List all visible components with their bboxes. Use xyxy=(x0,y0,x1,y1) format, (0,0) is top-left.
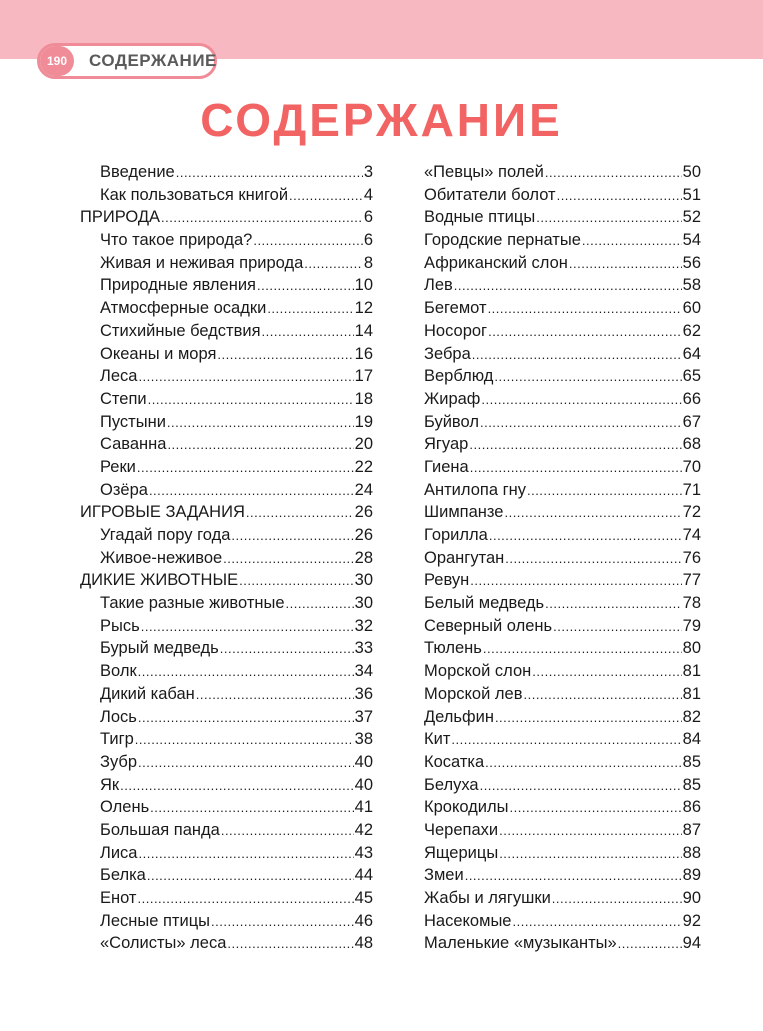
toc-entry-label: Бегемот xyxy=(424,299,487,318)
toc-entry-label: ИГРОВЫЕ ЗАДАНИЯ xyxy=(80,503,245,522)
dot-leader xyxy=(196,684,354,707)
toc-entry-page: 18 xyxy=(354,389,373,408)
toc-entry-page: 36 xyxy=(354,684,373,703)
toc-entry[interactable] xyxy=(424,501,701,524)
dot-leader xyxy=(470,457,682,480)
toc-entry-label: Тюлень xyxy=(424,639,482,658)
toc-entry-page: 50 xyxy=(682,163,701,181)
toc-entry[interactable] xyxy=(424,774,701,797)
toc-entry-label: Як xyxy=(100,775,120,794)
toc-entry-page: 20 xyxy=(354,435,373,454)
toc-entry-page: 68 xyxy=(682,435,701,454)
toc-entry-label: Маленькие «музыканты» xyxy=(424,934,617,953)
toc-entry-page: 3 xyxy=(363,163,373,181)
toc-entry-label: Лесные птицы xyxy=(100,911,211,930)
toc-entry-page: 54 xyxy=(682,231,701,250)
toc-entry-page: 82 xyxy=(682,707,701,726)
toc-entry-label: Носорог xyxy=(424,321,488,340)
dot-leader xyxy=(505,548,681,571)
toc-entry-page: 30 xyxy=(354,594,373,613)
dot-leader xyxy=(150,797,353,820)
dot-leader xyxy=(488,321,682,344)
toc-entry-label: Ягуар xyxy=(424,435,469,454)
toc-entry-label: Насекомые xyxy=(424,911,512,930)
dot-leader xyxy=(454,275,682,298)
toc-entry-label: Как пользоваться книгой xyxy=(100,185,289,204)
toc-entry-label: Белуха xyxy=(424,775,479,794)
dot-leader xyxy=(289,185,363,208)
toc-entry-label: Лось xyxy=(100,707,137,726)
toc-entry-label: Зебра xyxy=(424,344,471,363)
dot-leader xyxy=(495,707,682,730)
toc-entry-label: Буйвол xyxy=(424,412,479,431)
toc-entry-label: Змеи xyxy=(424,866,464,885)
toc-entry-label: Угадай пору года xyxy=(100,526,231,544)
toc-entry-page: 51 xyxy=(682,185,701,204)
toc-entry-page: 8 xyxy=(363,253,373,272)
dot-leader xyxy=(553,616,682,639)
toc-entry-page: 87 xyxy=(682,820,701,839)
toc-entry-page: 40 xyxy=(354,775,373,794)
toc-entry-label: Стихийные бедствия xyxy=(100,321,261,340)
dot-leader xyxy=(485,752,681,775)
toc-entry[interactable] xyxy=(424,615,701,638)
dot-leader xyxy=(545,593,681,616)
toc-entry-label: Верблюд xyxy=(424,367,494,386)
toc-entry[interactable] xyxy=(424,728,701,751)
toc-entry[interactable] xyxy=(80,774,373,797)
toc-entry[interactable] xyxy=(424,751,701,774)
toc-entry-label: Орангутан xyxy=(424,548,505,567)
toc-entry[interactable] xyxy=(424,229,701,252)
toc-entry[interactable] xyxy=(80,184,373,207)
dot-leader xyxy=(161,207,363,230)
dot-leader xyxy=(480,412,682,435)
toc-entry-page: 74 xyxy=(682,526,701,544)
toc-entry[interactable] xyxy=(424,660,701,683)
dot-leader xyxy=(483,638,682,661)
toc-column-right xyxy=(424,161,701,955)
dot-leader xyxy=(286,593,354,616)
dot-leader xyxy=(253,230,362,253)
toc-entry[interactable] xyxy=(424,343,701,366)
dot-leader xyxy=(220,638,354,661)
toc-entry-label: «Солисты» леса xyxy=(100,934,227,953)
toc-entry[interactable] xyxy=(424,842,701,865)
toc-entry-page: 86 xyxy=(682,798,701,817)
toc-entry-page: 24 xyxy=(354,480,373,499)
toc-entry[interactable] xyxy=(424,706,701,729)
toc-entry-label: Енот xyxy=(100,889,137,907)
toc-entry-page: 90 xyxy=(682,889,701,907)
toc-entry-label: Зубр xyxy=(100,752,138,771)
toc-entry-label: Африканский слон xyxy=(424,253,568,272)
dot-leader xyxy=(138,661,354,684)
toc-entry-page: 40 xyxy=(354,752,373,771)
toc-entry[interactable] xyxy=(80,343,373,366)
toc-entry[interactable] xyxy=(80,592,373,615)
toc-entry[interactable] xyxy=(424,569,701,592)
toc-entry-label: Водные птицы xyxy=(424,208,536,227)
toc-entry[interactable] xyxy=(80,411,373,434)
toc-entry-page: 32 xyxy=(354,616,373,635)
toc-entry-label: Живая и неживая природа xyxy=(100,253,304,272)
toc-entry-page: 64 xyxy=(682,344,701,363)
toc-entry[interactable] xyxy=(80,388,373,411)
dot-leader xyxy=(618,933,682,956)
toc-entry[interactable] xyxy=(80,887,373,910)
dot-leader xyxy=(512,911,681,934)
toc-entry-page: 44 xyxy=(354,866,373,885)
toc-entry[interactable] xyxy=(80,456,373,479)
toc-entry[interactable] xyxy=(80,637,373,660)
toc-entry-label: Природные явления xyxy=(100,276,256,295)
dot-leader xyxy=(504,502,681,525)
dot-leader xyxy=(494,366,681,389)
toc-entry-page: 72 xyxy=(682,503,701,522)
toc-entry-label: Бурый медведь xyxy=(100,639,219,658)
toc-entry-page: 26 xyxy=(354,503,373,522)
dot-leader xyxy=(510,797,682,820)
toc-entry[interactable] xyxy=(80,161,373,184)
toc-entry-label: Дельфин xyxy=(424,707,494,726)
toc-entry-page: 30 xyxy=(354,571,373,590)
toc-entry-page: 81 xyxy=(682,684,701,703)
toc-entry-page: 33 xyxy=(354,639,373,658)
toc-entry-page: 81 xyxy=(682,662,701,681)
toc-entry[interactable] xyxy=(80,569,373,592)
toc-entry[interactable] xyxy=(80,524,373,547)
toc-entry-label: Морской слон xyxy=(424,662,532,681)
toc-entry[interactable] xyxy=(424,411,701,434)
toc-entry-label: Океаны и моря xyxy=(100,344,217,363)
toc-entry-label: Косатка xyxy=(424,752,485,771)
toc-entry-label: Шимпанзе xyxy=(424,503,504,522)
toc-entry-label: Саванна xyxy=(100,435,167,454)
dot-leader xyxy=(149,480,354,503)
dot-leader xyxy=(527,480,682,503)
dot-leader xyxy=(536,207,681,230)
toc-entry-page: 52 xyxy=(682,208,701,227)
toc-entry-label: Жираф xyxy=(424,389,481,408)
dot-leader xyxy=(231,525,353,548)
toc-entry-label: Рысь xyxy=(100,616,140,635)
toc-entry[interactable] xyxy=(80,819,373,842)
toc-entry-label: Крокодилы xyxy=(424,798,509,817)
toc-entry-page: 85 xyxy=(682,752,701,771)
toc-entry-page: 92 xyxy=(682,911,701,930)
dot-leader xyxy=(582,230,682,253)
toc-entry[interactable] xyxy=(424,320,701,343)
dot-leader xyxy=(138,366,353,389)
toc-entry-page: 89 xyxy=(682,866,701,885)
toc-entry[interactable] xyxy=(80,365,373,388)
dot-leader xyxy=(138,707,354,730)
toc-entry[interactable] xyxy=(424,864,701,887)
toc-entry-label: Введение xyxy=(100,163,175,181)
dot-leader xyxy=(147,865,354,888)
dot-leader xyxy=(138,752,354,775)
toc-entry[interactable] xyxy=(80,206,373,229)
dot-leader xyxy=(227,933,353,956)
dot-leader xyxy=(257,275,354,298)
toc-entry[interactable] xyxy=(424,184,701,207)
dot-leader xyxy=(472,344,682,367)
toc-entry-page: 6 xyxy=(363,231,373,250)
toc-entry[interactable] xyxy=(424,796,701,819)
dot-leader xyxy=(499,820,682,843)
toc-entry-page: 19 xyxy=(354,412,373,431)
toc-entry-page: 67 xyxy=(682,412,701,431)
toc-entry-page: 28 xyxy=(354,548,373,567)
toc-entry[interactable] xyxy=(424,932,701,955)
toc-entry-page: 12 xyxy=(354,299,373,318)
toc-entry-label: Пустыни xyxy=(100,412,166,431)
dot-leader xyxy=(239,570,354,593)
dot-leader xyxy=(167,434,353,457)
toc-entry[interactable] xyxy=(80,433,373,456)
toc-entry[interactable] xyxy=(424,456,701,479)
toc-entry-label: Черепахи xyxy=(424,820,499,839)
dot-leader xyxy=(141,616,354,639)
toc-entry[interactable] xyxy=(424,433,701,456)
dot-leader xyxy=(148,389,354,412)
toc-entry-page: 62 xyxy=(682,321,701,340)
toc-entry-page: 41 xyxy=(354,798,373,817)
toc-entry[interactable] xyxy=(80,728,373,751)
toc-entry-label: «Певцы» полей xyxy=(424,163,544,181)
toc-entry[interactable] xyxy=(424,161,701,184)
dot-leader xyxy=(223,548,353,571)
toc-entry-page: 71 xyxy=(682,480,701,499)
dot-leader xyxy=(138,888,354,911)
toc-entry[interactable] xyxy=(424,524,701,547)
toc-entry[interactable] xyxy=(424,206,701,229)
toc-entry-page: 16 xyxy=(354,344,373,363)
toc-entry-label: Лиса xyxy=(100,843,138,862)
dot-leader xyxy=(557,185,682,208)
toc-entry-label: Олень xyxy=(100,798,150,817)
dot-leader xyxy=(137,457,354,480)
toc-entry-page: 58 xyxy=(682,276,701,295)
toc-entry-page: 17 xyxy=(354,367,373,386)
toc-entry[interactable] xyxy=(424,297,701,320)
toc-entry-label: Живое-неживое xyxy=(100,548,223,567)
toc-entry-label: ПРИРОДА xyxy=(80,208,161,227)
toc-entry[interactable] xyxy=(424,252,701,275)
dot-leader xyxy=(262,321,354,344)
toc-entry-label: Северный олень xyxy=(424,616,553,635)
toc-entry[interactable] xyxy=(424,547,701,570)
toc-entry[interactable] xyxy=(424,637,701,660)
toc-entry[interactable] xyxy=(80,229,373,252)
toc-entry-page: 70 xyxy=(682,457,701,476)
dot-leader xyxy=(523,684,681,707)
toc-entry[interactable] xyxy=(80,320,373,343)
dot-leader xyxy=(451,729,681,752)
toc-entry-page: 14 xyxy=(354,321,373,340)
toc-entry[interactable] xyxy=(424,365,701,388)
toc-entry-page: 65 xyxy=(682,367,701,386)
toc-entry[interactable] xyxy=(80,547,373,570)
page-number: 190 xyxy=(40,46,74,76)
dot-leader xyxy=(488,298,682,321)
dot-leader xyxy=(532,661,681,684)
dot-leader xyxy=(545,162,682,185)
toc-entry-label: Жабы и лягушки xyxy=(424,889,551,907)
toc-entry-label: Леса xyxy=(100,367,138,386)
toc-entry[interactable] xyxy=(424,592,701,615)
toc-entry[interactable] xyxy=(80,706,373,729)
running-section-label: СОДЕРЖАНИЕ xyxy=(89,51,217,70)
toc-entry-page: 56 xyxy=(682,253,701,272)
dot-leader xyxy=(481,389,681,412)
toc-entry-label: Морской лев xyxy=(424,684,523,703)
toc-entry-page: 94 xyxy=(682,934,701,953)
toc-column-left xyxy=(80,161,373,955)
dot-leader xyxy=(552,888,682,911)
toc-entry-page: 4 xyxy=(363,185,373,204)
toc-entry[interactable] xyxy=(80,751,373,774)
toc-entry-page: 43 xyxy=(354,843,373,862)
toc-entry-page: 79 xyxy=(682,616,701,635)
toc-entry-page: 26 xyxy=(354,526,373,544)
toc-entry-page: 77 xyxy=(682,571,701,590)
toc-entry-label: Дикий кабан xyxy=(100,684,195,703)
toc-entry-page: 22 xyxy=(354,457,373,476)
toc-entry[interactable] xyxy=(80,864,373,887)
toc-entry[interactable] xyxy=(424,479,701,502)
toc-entry[interactable] xyxy=(80,796,373,819)
toc-entry-label: Большая панда xyxy=(100,820,220,839)
dot-leader xyxy=(138,843,353,866)
toc-entry-label: Тигр xyxy=(100,730,134,749)
toc-entry-page: 42 xyxy=(354,820,373,839)
toc-entry-label: Лев xyxy=(424,276,453,295)
dot-leader xyxy=(246,502,354,525)
toc-entry-page: 85 xyxy=(682,775,701,794)
toc-entry[interactable] xyxy=(80,683,373,706)
toc-entry-page: 60 xyxy=(682,299,701,318)
dot-leader xyxy=(469,434,681,457)
toc-entry[interactable] xyxy=(80,910,373,933)
dot-leader xyxy=(470,570,681,593)
dot-leader xyxy=(135,729,354,752)
toc-entry-page: 84 xyxy=(682,730,701,749)
dot-leader xyxy=(480,775,682,798)
toc-entry-label: Что такое природа? xyxy=(100,231,253,250)
toc-entry-label: Такие разные животные xyxy=(100,594,285,613)
toc-entry[interactable] xyxy=(80,479,373,502)
dot-leader xyxy=(569,253,682,276)
dot-leader xyxy=(304,253,363,276)
toc-entry-label: Гиена xyxy=(424,457,469,476)
toc-entry-label: ДИКИЕ ЖИВОТНЫЕ xyxy=(80,571,239,590)
toc-entry-label: Реки xyxy=(100,457,136,476)
dot-leader xyxy=(267,298,353,321)
dot-leader xyxy=(499,843,681,866)
dot-leader xyxy=(221,820,354,843)
dot-leader xyxy=(120,775,354,798)
toc-entry-page: 78 xyxy=(682,594,701,613)
toc-entry[interactable] xyxy=(424,887,701,910)
toc-entry-label: Ревун xyxy=(424,571,470,590)
toc-entry-label: Ящерицы xyxy=(424,843,499,862)
toc-entry-label: Горилла xyxy=(424,526,488,544)
toc-entry[interactable] xyxy=(80,252,373,275)
toc-entry-label: Белка xyxy=(100,866,146,885)
toc-entry-page: 80 xyxy=(682,639,701,658)
toc-entry-label: Атмосферные осадки xyxy=(100,299,267,318)
toc-entry[interactable] xyxy=(80,932,373,955)
dot-leader xyxy=(211,911,354,934)
toc-entry[interactable] xyxy=(80,274,373,297)
toc-entry-label: Обитатели болот xyxy=(424,185,556,204)
toc-entry[interactable] xyxy=(424,388,701,411)
toc-entry-label: Городские пернатые xyxy=(424,231,581,250)
toc-entry-page: 48 xyxy=(354,934,373,953)
toc-entry[interactable] xyxy=(80,842,373,865)
toc-entry[interactable] xyxy=(80,501,373,524)
toc-entry[interactable] xyxy=(424,274,701,297)
toc-entry-label: Озёра xyxy=(100,480,148,499)
toc-entry[interactable] xyxy=(424,683,701,706)
toc-entry-page: 46 xyxy=(354,911,373,930)
dot-leader xyxy=(176,162,363,185)
dot-leader xyxy=(167,412,354,435)
toc-entry[interactable] xyxy=(424,819,701,842)
toc-entry-page: 38 xyxy=(354,730,373,749)
toc-entry[interactable] xyxy=(80,660,373,683)
toc-entry[interactable] xyxy=(80,297,373,320)
toc-entry-page: 34 xyxy=(354,662,373,681)
toc-entry-label: Волк xyxy=(100,662,137,681)
toc-entry-page: 88 xyxy=(682,843,701,862)
page-title: СОДЕРЖАНИЕ xyxy=(200,94,563,146)
toc-entry-page: 6 xyxy=(363,208,373,227)
toc-entry[interactable] xyxy=(424,910,701,933)
toc-entry[interactable] xyxy=(80,615,373,638)
dot-leader xyxy=(465,865,682,888)
dot-leader xyxy=(217,344,353,367)
toc-entry-label: Антилопа гну xyxy=(424,480,526,499)
toc-entry-label: Кит xyxy=(424,730,451,749)
toc-entry-label: Степи xyxy=(100,389,147,408)
toc-entry-page: 10 xyxy=(354,276,373,295)
toc-entry-page: 66 xyxy=(682,389,701,408)
toc-entry-page: 37 xyxy=(354,707,373,726)
toc-entry-page: 76 xyxy=(682,548,701,567)
dot-leader xyxy=(489,525,682,548)
toc-entry-page: 45 xyxy=(354,889,373,907)
toc-entry-label: Белый медведь xyxy=(424,594,545,613)
